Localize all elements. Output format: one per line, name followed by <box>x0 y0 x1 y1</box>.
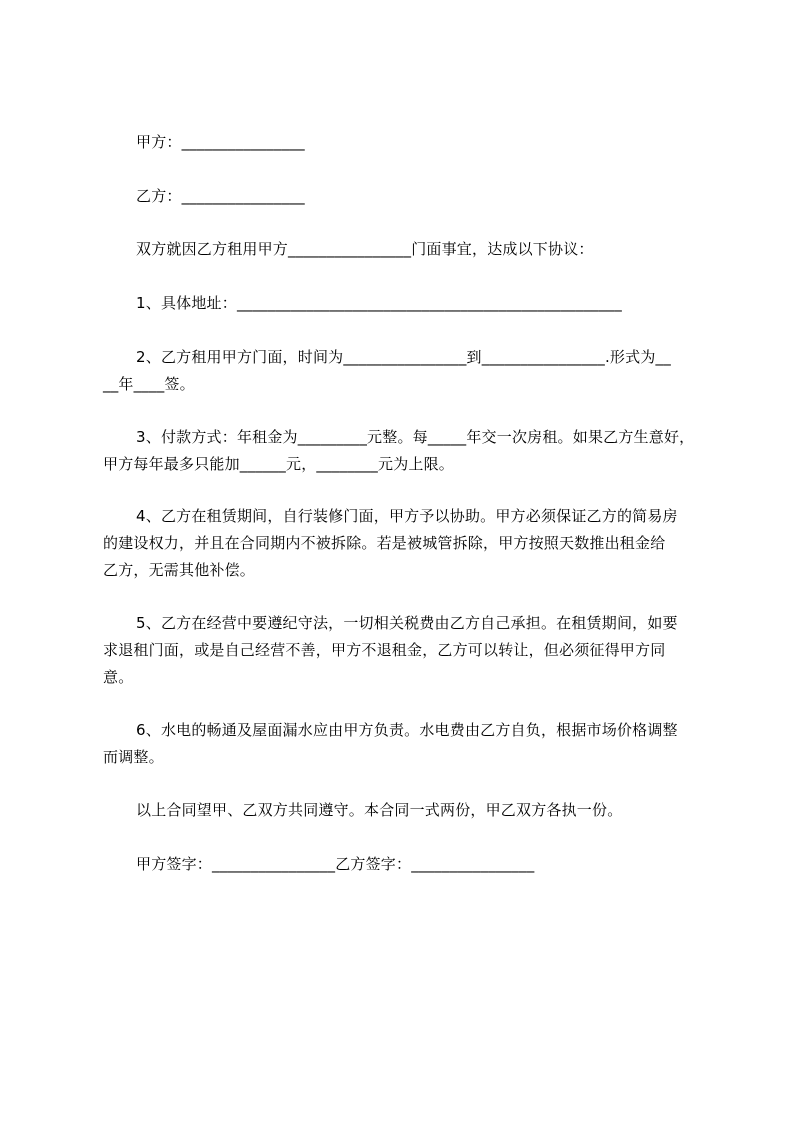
clause-1: 1、具体地址：__________________________________________________ <box>136 294 622 312</box>
closing-statement: 以上合同望甲、乙双方共同遵守。本合同一式两份，甲乙双方各执一份。 <box>136 801 623 819</box>
clause-5-line-1: 5、乙方在经营中要遵纪守法，一切相关税费由乙方自己承担。在租赁期间，如要 <box>136 614 678 632</box>
clause-2-line-1: 2、乙方租用甲方门面，时间为________________到________________.形式为__ <box>136 348 671 366</box>
intro-paragraph: 双方就因乙方租用甲方________________门面事宜，达成以下协议： <box>136 240 594 258</box>
clause-3-line-1: 3、付款方式：年租金为_________元整。每_____年交一次房租。如果乙方生意好， <box>136 428 695 446</box>
party-b-line: 乙方：________________ <box>136 187 305 205</box>
signature-line: 甲方签字：________________乙方签字：________________ <box>136 855 535 873</box>
clause-4-line-3: 乙方，无需其他补偿。 <box>103 561 256 579</box>
party-a-line: 甲方：________________ <box>136 133 305 151</box>
clause-4-line-2: 的建设权力，并且在合同期内不被拆除。若是被城管拆除，甲方按照天数推出租金给 <box>103 534 666 552</box>
clause-6-line-2: 而调整。 <box>103 748 164 766</box>
clause-5-line-2: 求退租门面，或是自己经营不善，甲方不退租金，乙方可以转让，但必须征得甲方同 <box>103 641 666 659</box>
clause-3-line-2: 甲方每年最多只能加______元，________元为上限。 <box>103 455 455 473</box>
clause-6-line-1: 6、水电的畅通及屋面漏水应由甲方负责。水电费由乙方自负，根据市场价格调整 <box>136 721 678 739</box>
clause-5-line-3: 意。 <box>103 668 134 686</box>
clause-4-line-1: 4、乙方在租赁期间，自行装修门面，甲方予以协助。甲方必须保证乙方的简易房 <box>136 507 678 525</box>
clause-2-line-2: __年____签。 <box>103 375 195 393</box>
